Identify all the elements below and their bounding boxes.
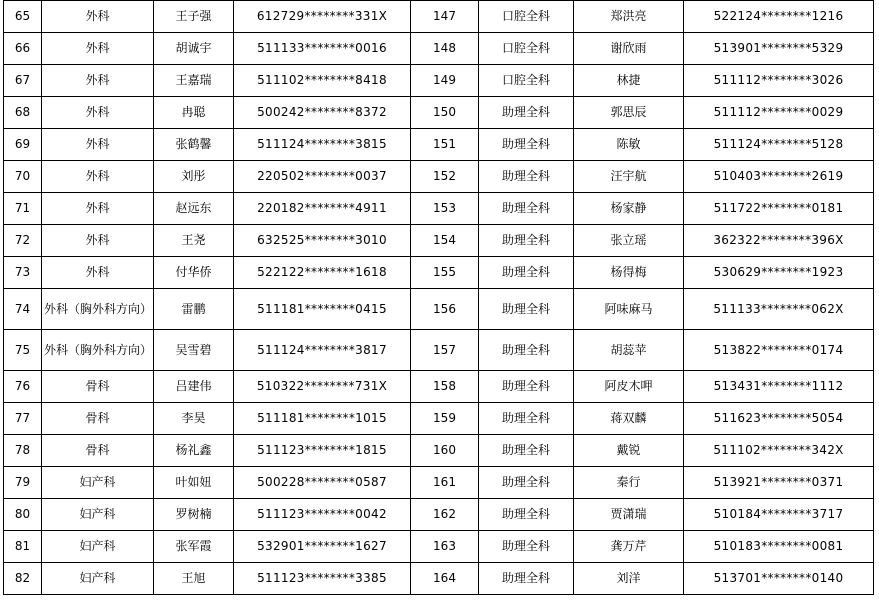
- department-left: 外科: [42, 161, 154, 193]
- department-left: 骨科: [42, 403, 154, 435]
- id-number-right: 511102********342X: [684, 435, 874, 467]
- serial-number-left: 82: [4, 563, 42, 595]
- department-right: 口腔全科: [479, 1, 574, 33]
- serial-number-left: 66: [4, 33, 42, 65]
- id-number-left: 511181********1015: [234, 403, 411, 435]
- serial-number-right: 159: [411, 403, 479, 435]
- id-number-right: 513901********5329: [684, 33, 874, 65]
- id-number-left: 511124********3815: [234, 129, 411, 161]
- department-right: 助理全科: [479, 467, 574, 499]
- serial-number-left: 72: [4, 225, 42, 257]
- id-number-left: 632525********3010: [234, 225, 411, 257]
- person-name-left: 赵远东: [154, 193, 234, 225]
- person-name-right: 龚万芹: [574, 531, 684, 563]
- roster-body: [4, 1, 874, 595]
- serial-number-left: 65: [4, 1, 42, 33]
- serial-number-left: 67: [4, 65, 42, 97]
- id-number-right: 513822********0174: [684, 330, 874, 371]
- serial-number-left: 73: [4, 257, 42, 289]
- person-name-right: 郭思辰: [574, 97, 684, 129]
- person-name-left: 李昊: [154, 403, 234, 435]
- serial-number-left: 79: [4, 467, 42, 499]
- person-name-right: 谢欣雨: [574, 33, 684, 65]
- id-number-left: 511181********0415: [234, 289, 411, 330]
- serial-number-left: 75: [4, 330, 42, 371]
- department-left: 外科: [42, 97, 154, 129]
- person-name-left: 胡诚宇: [154, 33, 234, 65]
- serial-number-left: 71: [4, 193, 42, 225]
- serial-number-left: 68: [4, 97, 42, 129]
- serial-number-right: 158: [411, 371, 479, 403]
- table-row: [4, 97, 874, 129]
- department-right: 口腔全科: [479, 65, 574, 97]
- department-left: 妇产科: [42, 531, 154, 563]
- serial-number-right: 162: [411, 499, 479, 531]
- serial-number-left: 78: [4, 435, 42, 467]
- id-number-right: 511112********0029: [684, 97, 874, 129]
- person-name-right: 阿味麻马: [574, 289, 684, 330]
- department-right: 助理全科: [479, 161, 574, 193]
- person-name-right: 阿皮木呷: [574, 371, 684, 403]
- id-number-right: 510183********0081: [684, 531, 874, 563]
- department-left: 妇产科: [42, 467, 154, 499]
- person-name-right: 胡蕊苹: [574, 330, 684, 371]
- id-number-right: 510403********2619: [684, 161, 874, 193]
- serial-number-right: 156: [411, 289, 479, 330]
- person-name-left: 叶如妞: [154, 467, 234, 499]
- id-number-left: 532901********1627: [234, 531, 411, 563]
- table-row: [4, 563, 874, 595]
- department-left: 骨科: [42, 435, 154, 467]
- id-number-left: 511124********3817: [234, 330, 411, 371]
- id-number-left: 511133********0016: [234, 33, 411, 65]
- serial-number-right: 151: [411, 129, 479, 161]
- person-name-left: 吴雪碧: [154, 330, 234, 371]
- table-row: [4, 33, 874, 65]
- table-row: [4, 330, 874, 371]
- id-number-left: 500228********0587: [234, 467, 411, 499]
- serial-number-left: 76: [4, 371, 42, 403]
- person-name-left: 王尧: [154, 225, 234, 257]
- department-left: 外科（胸外科方向）: [42, 330, 154, 371]
- serial-number-right: 161: [411, 467, 479, 499]
- id-number-right: 510184********3717: [684, 499, 874, 531]
- serial-number-right: 157: [411, 330, 479, 371]
- person-name-right: 秦行: [574, 467, 684, 499]
- serial-number-left: 69: [4, 129, 42, 161]
- person-name-right: 刘洋: [574, 563, 684, 595]
- department-right: 助理全科: [479, 225, 574, 257]
- id-number-left: 220182********4911: [234, 193, 411, 225]
- person-name-right: 戴锐: [574, 435, 684, 467]
- person-name-left: 付华侨: [154, 257, 234, 289]
- person-name-right: 贾潇瑞: [574, 499, 684, 531]
- id-number-right: 513701********0140: [684, 563, 874, 595]
- table-row: [4, 371, 874, 403]
- id-number-left: 511123********3385: [234, 563, 411, 595]
- id-number-left: 511102********8418: [234, 65, 411, 97]
- table-row: [4, 161, 874, 193]
- serial-number-left: 74: [4, 289, 42, 330]
- person-name-left: 王旭: [154, 563, 234, 595]
- table-row: [4, 257, 874, 289]
- serial-number-right: 163: [411, 531, 479, 563]
- id-number-right: 513921********0371: [684, 467, 874, 499]
- serial-number-right: 153: [411, 193, 479, 225]
- person-name-right: 杨得梅: [574, 257, 684, 289]
- department-left: 外科: [42, 129, 154, 161]
- department-right: 助理全科: [479, 97, 574, 129]
- id-number-right: 530629********1923: [684, 257, 874, 289]
- person-name-right: 郑洪亮: [574, 1, 684, 33]
- department-left: 骨科: [42, 371, 154, 403]
- serial-number-left: 80: [4, 499, 42, 531]
- id-number-right: 362322********396X: [684, 225, 874, 257]
- id-number-left: 511123********1815: [234, 435, 411, 467]
- department-left: 外科: [42, 1, 154, 33]
- department-right: 助理全科: [479, 129, 574, 161]
- person-name-left: 张军霞: [154, 531, 234, 563]
- department-right: 助理全科: [479, 435, 574, 467]
- table-row: [4, 225, 874, 257]
- person-name-left: 雷鹏: [154, 289, 234, 330]
- person-name-right: 陈敏: [574, 129, 684, 161]
- person-name-right: 蒋双麟: [574, 403, 684, 435]
- table-row: [4, 531, 874, 563]
- department-right: 助理全科: [479, 403, 574, 435]
- department-right: 助理全科: [479, 257, 574, 289]
- department-left: 外科: [42, 193, 154, 225]
- department-right: 助理全科: [479, 563, 574, 595]
- table-row: [4, 499, 874, 531]
- id-number-left: 612729********331X: [234, 1, 411, 33]
- id-number-right: 511133********062X: [684, 289, 874, 330]
- serial-number-left: 70: [4, 161, 42, 193]
- serial-number-right: 160: [411, 435, 479, 467]
- id-number-right: 511124********5128: [684, 129, 874, 161]
- table-row: [4, 65, 874, 97]
- person-name-left: 王嘉瑞: [154, 65, 234, 97]
- person-name-left: 罗树楠: [154, 499, 234, 531]
- person-name-left: 张鹤馨: [154, 129, 234, 161]
- roster-table: [3, 0, 874, 595]
- department-left: 外科: [42, 65, 154, 97]
- person-name-right: 林捷: [574, 65, 684, 97]
- department-left: 外科: [42, 225, 154, 257]
- serial-number-left: 81: [4, 531, 42, 563]
- id-number-left: 510322********731X: [234, 371, 411, 403]
- serial-number-right: 152: [411, 161, 479, 193]
- serial-number-right: 155: [411, 257, 479, 289]
- department-left: 妇产科: [42, 563, 154, 595]
- table-row: [4, 467, 874, 499]
- department-right: 助理全科: [479, 289, 574, 330]
- person-name-left: 冉聪: [154, 97, 234, 129]
- id-number-right: 522124********1216: [684, 1, 874, 33]
- department-left: 外科（胸外科方向）: [42, 289, 154, 330]
- person-name-left: 杨礼鑫: [154, 435, 234, 467]
- department-left: 妇产科: [42, 499, 154, 531]
- department-right: 助理全科: [479, 330, 574, 371]
- id-number-left: 511123********0042: [234, 499, 411, 531]
- serial-number-right: 147: [411, 1, 479, 33]
- table-row: [4, 435, 874, 467]
- department-right: 口腔全科: [479, 33, 574, 65]
- serial-number-right: 149: [411, 65, 479, 97]
- id-number-right: 511722********0181: [684, 193, 874, 225]
- serial-number-right: 150: [411, 97, 479, 129]
- id-number-left: 500242********8372: [234, 97, 411, 129]
- table-row: [4, 193, 874, 225]
- id-number-right: 513431********1112: [684, 371, 874, 403]
- serial-number-right: 164: [411, 563, 479, 595]
- person-name-right: 汪宇航: [574, 161, 684, 193]
- table-row: [4, 403, 874, 435]
- department-right: 助理全科: [479, 193, 574, 225]
- id-number-left: 522122********1618: [234, 257, 411, 289]
- id-number-left: 220502********0037: [234, 161, 411, 193]
- department-right: 助理全科: [479, 499, 574, 531]
- serial-number-right: 148: [411, 33, 479, 65]
- id-number-right: 511112********3026: [684, 65, 874, 97]
- table-row: [4, 1, 874, 33]
- department-left: 外科: [42, 257, 154, 289]
- person-name-left: 王子强: [154, 1, 234, 33]
- table-row: [4, 129, 874, 161]
- person-name-right: 杨家静: [574, 193, 684, 225]
- person-name-right: 张立瑶: [574, 225, 684, 257]
- department-right: 助理全科: [479, 371, 574, 403]
- serial-number-right: 154: [411, 225, 479, 257]
- table-row: [4, 289, 874, 330]
- department-right: 助理全科: [479, 531, 574, 563]
- person-name-left: 刘彤: [154, 161, 234, 193]
- department-left: 外科: [42, 33, 154, 65]
- id-number-right: 511623********5054: [684, 403, 874, 435]
- person-name-left: 吕建伟: [154, 371, 234, 403]
- serial-number-left: 77: [4, 403, 42, 435]
